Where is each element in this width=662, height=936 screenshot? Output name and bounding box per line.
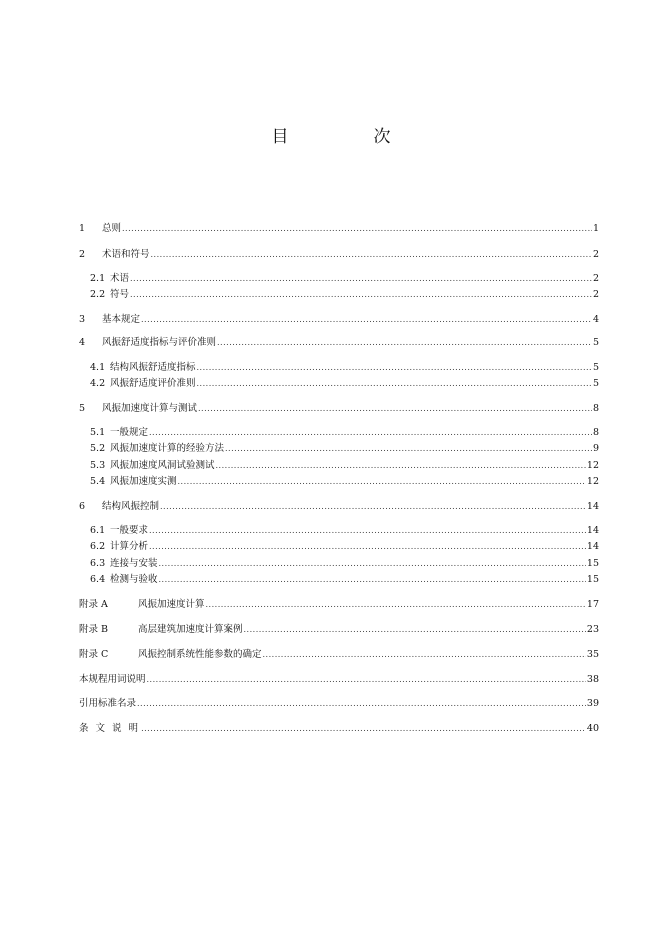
- dot-leader: [197, 377, 592, 391]
- toc-entry[interactable]: [79, 673, 599, 687]
- dot-leader: [149, 426, 592, 440]
- toc-entry-page: 15: [586, 574, 599, 585]
- toc-entry[interactable]: [90, 459, 599, 473]
- toc-entry-label: 计算分析: [110, 541, 149, 552]
- toc-entry-page: 1: [592, 223, 599, 234]
- toc-entry-label: 风振加速度实测: [110, 476, 177, 487]
- toc-entry-number: 5: [79, 403, 86, 414]
- toc-entry-label: 高层建筑加速度计算案例: [138, 624, 243, 635]
- toc-entry[interactable]: [90, 573, 599, 587]
- toc-entry-page: 2: [592, 249, 599, 260]
- dot-leader: [225, 442, 592, 456]
- toc-entry-number: 6.2: [90, 541, 106, 552]
- dot-leader: [151, 248, 592, 262]
- toc-entry-number: 5.3: [90, 460, 106, 471]
- toc-entry[interactable]: [79, 222, 599, 236]
- toc-entry[interactable]: [79, 500, 599, 514]
- toc-entry-number: 附录 A: [79, 599, 108, 610]
- toc-entry-number: 6.1: [90, 525, 106, 536]
- dot-leader: [159, 573, 586, 587]
- toc-entry-label: 检测与验收: [110, 574, 158, 585]
- dot-leader: [216, 459, 586, 473]
- toc-entry[interactable]: [90, 524, 599, 538]
- toc-entry[interactable]: [79, 697, 599, 711]
- toc-entry-number: 2.1: [90, 273, 106, 284]
- toc-entry-label: 风振加速度风洞试验测试: [110, 460, 215, 471]
- toc-entry-page: 8: [592, 427, 599, 438]
- toc-entry-label: 风振加速度计算与测试: [102, 403, 198, 414]
- toc-entry-label: 结构风振控制: [102, 501, 160, 512]
- toc-entry-label: 风振加速度计算的经验方法: [110, 443, 225, 454]
- toc-entry-page: 2: [592, 273, 599, 284]
- toc-entry-number: 4: [79, 337, 86, 348]
- toc-entry-label: 总则: [102, 223, 122, 234]
- toc-entry-page: 5: [592, 378, 599, 389]
- toc-entry-page: 14: [586, 541, 599, 552]
- toc-entry-number: 5.2: [90, 443, 106, 454]
- toc-entry[interactable]: [79, 623, 599, 637]
- dot-leader: [244, 623, 586, 637]
- toc-entry-label: 一般规定: [110, 427, 149, 438]
- toc-entry-label: 风振控制系统性能参数的确定: [138, 649, 262, 660]
- toc-entry[interactable]: [79, 248, 599, 262]
- dot-leader: [141, 313, 592, 327]
- toc-entry-number: 3: [79, 314, 86, 325]
- toc-entry-label: 结构风振舒适度指标: [110, 362, 196, 373]
- dot-leader: [197, 361, 592, 375]
- dot-leader: [147, 673, 586, 687]
- toc-entry-label: 引用标准名录: [79, 698, 137, 709]
- dot-leader: [122, 222, 592, 236]
- dot-leader: [217, 336, 592, 350]
- toc-entry-page: 12: [586, 460, 599, 471]
- toc-entry[interactable]: [79, 648, 599, 662]
- toc-entry-page: 12: [586, 476, 599, 487]
- page-title: 目 次: [271, 127, 425, 147]
- toc-entry-page: 15: [586, 558, 599, 569]
- toc-entry-label: 连接与安装: [110, 558, 158, 569]
- dot-leader: [263, 648, 586, 662]
- toc-entry-number: 4.1: [90, 362, 106, 373]
- toc-entry-number: 2: [79, 249, 86, 260]
- dot-leader: [130, 272, 592, 286]
- toc-entry[interactable]: [90, 361, 599, 375]
- toc-entry-page: 2: [592, 289, 599, 300]
- toc-entry-page: 5: [592, 337, 599, 348]
- toc-entry-page: 23: [586, 624, 599, 635]
- toc-entry-page: 5: [592, 362, 599, 373]
- toc-entry-page: 40: [586, 723, 599, 734]
- toc-entry[interactable]: [90, 377, 599, 391]
- toc-entry-label: 符号: [110, 289, 130, 300]
- toc-entry-label: 术语: [110, 273, 130, 284]
- toc-entry-label: 术语和符号: [102, 249, 150, 260]
- toc-entry-page: 4: [592, 314, 599, 325]
- toc-entry[interactable]: [90, 475, 599, 489]
- toc-entry[interactable]: [90, 272, 599, 286]
- dot-leader: [159, 557, 586, 571]
- toc-entry-number: 附录 B: [79, 624, 109, 635]
- dot-leader: [130, 288, 592, 302]
- dot-leader: [149, 540, 586, 554]
- toc-entry-number: 2.2: [90, 289, 106, 300]
- toc-entry-label: 风振加速度计算: [138, 599, 205, 610]
- dot-leader: [149, 524, 586, 538]
- toc-entry-number: 4.2: [90, 378, 106, 389]
- toc-entry-number: 6: [79, 501, 86, 512]
- toc-entry[interactable]: [90, 288, 599, 302]
- toc-entry-label: 基本规定: [102, 314, 141, 325]
- toc-entry-label: 风振舒适度指标与评价准则: [102, 337, 217, 348]
- toc-entry-page: 17: [586, 599, 599, 610]
- toc-entry[interactable]: [90, 540, 599, 554]
- toc-entry[interactable]: [79, 336, 599, 350]
- toc-entry[interactable]: [79, 598, 599, 612]
- toc-entry-label: 风振舒适度评价准则: [110, 378, 196, 389]
- toc-entry[interactable]: [79, 402, 599, 416]
- toc-entry-label: 本规程用词说明: [79, 674, 146, 685]
- toc-entry-page: 14: [586, 525, 599, 536]
- toc-entry-number: 1: [79, 223, 86, 234]
- toc-entry-label: 条 文 说 明: [79, 723, 141, 734]
- toc-entry[interactable]: [90, 442, 599, 456]
- toc-entry[interactable]: [90, 426, 599, 440]
- dot-leader: [160, 500, 586, 514]
- toc-entry-label: 一般要求: [110, 525, 149, 536]
- dot-leader: [137, 697, 586, 711]
- toc-entry-number: 5.4: [90, 476, 106, 487]
- toc-entry-number: 6.3: [90, 558, 106, 569]
- toc-entry[interactable]: [79, 722, 599, 736]
- dot-leader: [178, 475, 586, 489]
- toc-entry-number: 6.4: [90, 574, 106, 585]
- toc-entry-page: 39: [586, 698, 599, 709]
- dot-leader: [206, 598, 586, 612]
- dot-leader: [198, 402, 592, 416]
- toc-entry-page: 14: [586, 501, 599, 512]
- toc-entry-page: 9: [592, 443, 599, 454]
- toc-entry-page: 38: [586, 674, 599, 685]
- toc-entry[interactable]: [79, 313, 599, 327]
- toc-entry-number: 5.1: [90, 427, 106, 438]
- toc-entry[interactable]: [90, 557, 599, 571]
- toc-entry-number: 附录 C: [79, 649, 109, 660]
- toc-entry-page: 8: [592, 403, 599, 414]
- dot-leader: [141, 722, 586, 736]
- toc-entry-page: 35: [586, 649, 599, 660]
